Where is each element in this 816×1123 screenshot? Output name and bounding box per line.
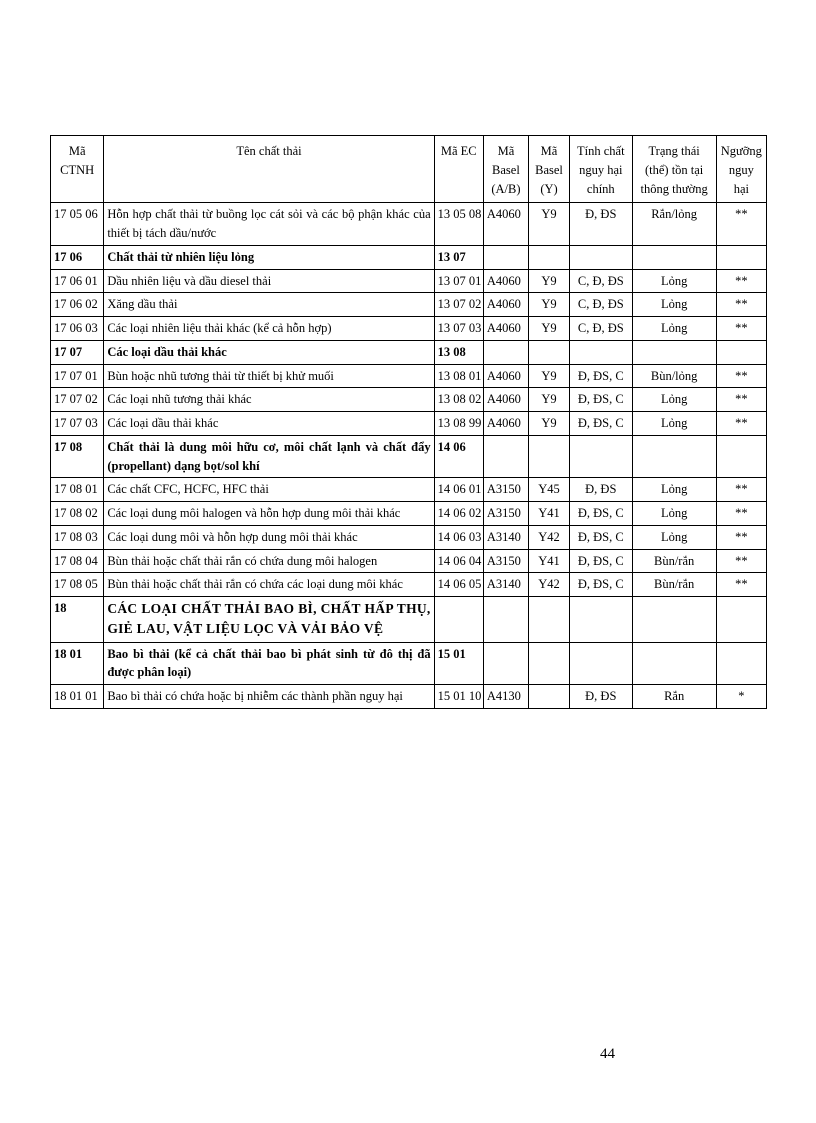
- cell-nguong: [716, 435, 766, 478]
- table-row: [51, 364, 767, 388]
- cell-trang-thai: [632, 597, 716, 643]
- cell-tinh-chat: C, Đ, ĐS: [570, 293, 633, 317]
- cell-name: Xăng dầu thải: [104, 293, 434, 317]
- cell-tinh-chat: [570, 597, 633, 643]
- cell-nguong: **: [716, 478, 766, 502]
- cell-trang-thai: Rắn: [632, 685, 716, 709]
- cell-nguong: **: [716, 388, 766, 412]
- cell-nguong: **: [716, 293, 766, 317]
- header-ma-ec: Mã EC: [434, 136, 483, 203]
- table-row: [51, 573, 767, 597]
- cell-ec: 13 08 01: [434, 364, 483, 388]
- cell-basel-ab: A4060: [483, 293, 528, 317]
- cell-nguong: **: [716, 412, 766, 436]
- cell-code: 17 08 01: [51, 478, 104, 502]
- cell-basel-y: Y41: [528, 502, 569, 526]
- table-row: [51, 293, 767, 317]
- cell-name: Các loại nhũ tương thải khác: [104, 388, 434, 412]
- cell-ec: 15 01 10: [434, 685, 483, 709]
- cell-trang-thai: Lỏng: [632, 317, 716, 341]
- cell-name: Các loại nhiên liệu thải khác (kể cả hỗn hợp): [104, 317, 434, 341]
- cell-name: Bùn hoặc nhũ tương thải từ thiết bị khử muối: [104, 364, 434, 388]
- cell-tinh-chat: Đ, ĐS: [570, 685, 633, 709]
- cell-trang-thai: Lỏng: [632, 388, 716, 412]
- header-tinh-chat: Tính chất nguy hại chính: [570, 136, 633, 203]
- cell-nguong: [716, 642, 766, 685]
- table-section-row: [51, 597, 767, 643]
- hazardous-waste-table: [50, 135, 767, 709]
- cell-basel-ab: A4060: [483, 364, 528, 388]
- cell-trang-thai: Lỏng: [632, 525, 716, 549]
- cell-trang-thai: Bùn/rắn: [632, 573, 716, 597]
- table-group-row: [51, 435, 767, 478]
- cell-code: 17 08 05: [51, 573, 104, 597]
- table-group-row: [51, 340, 767, 364]
- cell-code: 17 06 01: [51, 269, 104, 293]
- cell-basel-ab: [483, 435, 528, 478]
- cell-tinh-chat: Đ, ĐS, C: [570, 525, 633, 549]
- cell-nguong: **: [716, 549, 766, 573]
- cell-basel-y: Y9: [528, 317, 569, 341]
- cell-code: 18 01 01: [51, 685, 104, 709]
- table-row: [51, 549, 767, 573]
- cell-name: Các chất CFC, HCFC, HFC thải: [104, 478, 434, 502]
- cell-basel-y: Y9: [528, 412, 569, 436]
- cell-basel-ab: [483, 642, 528, 685]
- cell-tinh-chat: [570, 435, 633, 478]
- cell-basel-ab: A4060: [483, 388, 528, 412]
- header-ten-chat-thai: Tên chất thải: [104, 136, 434, 203]
- cell-basel-y: [528, 642, 569, 685]
- cell-nguong: **: [716, 269, 766, 293]
- cell-code: 17 07 01: [51, 364, 104, 388]
- cell-nguong: **: [716, 502, 766, 526]
- cell-code: 17 08 03: [51, 525, 104, 549]
- cell-tinh-chat: Đ, ĐS: [570, 478, 633, 502]
- cell-basel-y: Y41: [528, 549, 569, 573]
- cell-tinh-chat: [570, 340, 633, 364]
- header-ma-ctnh: Mã CTNH: [51, 136, 104, 203]
- cell-name: Bao bì thải có chứa hoặc bị nhiễm các thành phần nguy hại: [104, 685, 434, 709]
- cell-name: Bùn thải hoặc chất thải rắn có chứa dung môi halogen: [104, 549, 434, 573]
- cell-name: Chất thải là dung môi hữu cơ, môi chất lạnh và chất đẩy (propellant) dạng bọt/sol khí: [104, 435, 434, 478]
- cell-code: 17 07 03: [51, 412, 104, 436]
- cell-name: Các loại dầu thải khác: [104, 412, 434, 436]
- cell-ec: 13 07: [434, 245, 483, 269]
- header-ma-basel-ab: Mã Basel (A/B): [483, 136, 528, 203]
- cell-tinh-chat: C, Đ, ĐS: [570, 317, 633, 341]
- cell-name: Các loại dầu thải khác: [104, 340, 434, 364]
- cell-name: Chất thải từ nhiên liệu lỏng: [104, 245, 434, 269]
- cell-code: 17 05 06: [51, 203, 104, 246]
- cell-trang-thai: Lỏng: [632, 293, 716, 317]
- cell-ec: 13 08 99: [434, 412, 483, 436]
- cell-basel-y: Y9: [528, 269, 569, 293]
- cell-basel-y: Y42: [528, 525, 569, 549]
- cell-tinh-chat: C, Đ, ĐS: [570, 269, 633, 293]
- table-row: [51, 388, 767, 412]
- cell-ec: 13 07 01: [434, 269, 483, 293]
- cell-ec: 14 06 04: [434, 549, 483, 573]
- cell-trang-thai: Lỏng: [632, 502, 716, 526]
- cell-basel-y: [528, 435, 569, 478]
- table-row: [51, 412, 767, 436]
- cell-name: Các loại dung môi và hỗn hợp dung môi thải khác: [104, 525, 434, 549]
- cell-tinh-chat: Đ, ĐS, C: [570, 412, 633, 436]
- cell-ec: 13 08: [434, 340, 483, 364]
- cell-ec: 13 07 03: [434, 317, 483, 341]
- cell-name: CÁC LOẠI CHẤT THẢI BAO BÌ, CHẤT HẤP THỤ, GIẺ LAU, VẬT LIỆU LỌC VÀ VẢI BẢO VỆ: [104, 597, 434, 643]
- cell-code: 18 01: [51, 642, 104, 685]
- cell-nguong: **: [716, 203, 766, 246]
- cell-basel-ab: A4060: [483, 203, 528, 246]
- cell-ec: 14 06 01: [434, 478, 483, 502]
- table-row: [51, 685, 767, 709]
- cell-ec: [434, 597, 483, 643]
- cell-tinh-chat: Đ, ĐS, C: [570, 502, 633, 526]
- cell-basel-ab: [483, 245, 528, 269]
- cell-code: 17 08: [51, 435, 104, 478]
- cell-trang-thai: Bùn/lỏng: [632, 364, 716, 388]
- cell-ec: 14 06 02: [434, 502, 483, 526]
- cell-basel-ab: [483, 597, 528, 643]
- cell-code: 17 08 02: [51, 502, 104, 526]
- cell-ec: 13 05 08: [434, 203, 483, 246]
- cell-trang-thai: Rắn/lỏng: [632, 203, 716, 246]
- cell-basel-y: Y9: [528, 203, 569, 246]
- table-header-row: [51, 136, 767, 203]
- cell-trang-thai: Lỏng: [632, 478, 716, 502]
- cell-ec: 14 06 05: [434, 573, 483, 597]
- cell-name: Các loại dung môi halogen và hỗn hợp dung môi thải khác: [104, 502, 434, 526]
- cell-basel-y: Y45: [528, 478, 569, 502]
- cell-nguong: **: [716, 317, 766, 341]
- cell-basel-ab: A4130: [483, 685, 528, 709]
- table-row: [51, 502, 767, 526]
- cell-tinh-chat: Đ, ĐS, C: [570, 364, 633, 388]
- table-row: [51, 269, 767, 293]
- cell-trang-thai: [632, 642, 716, 685]
- cell-tinh-chat: Đ, ĐS: [570, 203, 633, 246]
- cell-nguong: [716, 245, 766, 269]
- cell-code: 17 06 03: [51, 317, 104, 341]
- cell-code: 17 06: [51, 245, 104, 269]
- cell-tinh-chat: Đ, ĐS, C: [570, 549, 633, 573]
- cell-ec: 15 01: [434, 642, 483, 685]
- cell-basel-y: Y9: [528, 293, 569, 317]
- cell-trang-thai: [632, 245, 716, 269]
- cell-basel-y: Y9: [528, 364, 569, 388]
- cell-basel-ab: A3150: [483, 549, 528, 573]
- cell-basel-ab: A4060: [483, 412, 528, 436]
- header-trang-thai: Trạng thái (thể) tồn tại thông thường: [632, 136, 716, 203]
- header-nguong: Ngưỡng nguy hại: [716, 136, 766, 203]
- cell-trang-thai: Lỏng: [632, 269, 716, 293]
- cell-nguong: *: [716, 685, 766, 709]
- cell-basel-y: [528, 685, 569, 709]
- cell-tinh-chat: Đ, ĐS, C: [570, 573, 633, 597]
- table-row: [51, 203, 767, 246]
- cell-basel-y: Y9: [528, 388, 569, 412]
- cell-basel-ab: A3150: [483, 478, 528, 502]
- page-number: 44: [600, 1046, 615, 1062]
- cell-basel-ab: A3140: [483, 525, 528, 549]
- cell-code: 17 06 02: [51, 293, 104, 317]
- cell-trang-thai: [632, 435, 716, 478]
- cell-basel-y: [528, 245, 569, 269]
- cell-trang-thai: [632, 340, 716, 364]
- table-row: [51, 478, 767, 502]
- cell-ec: 14 06: [434, 435, 483, 478]
- cell-name: Bùn thải hoặc chất thải rắn có chứa các loại dung môi khác: [104, 573, 434, 597]
- cell-nguong: **: [716, 525, 766, 549]
- cell-nguong: **: [716, 364, 766, 388]
- cell-trang-thai: Lỏng: [632, 412, 716, 436]
- cell-basel-ab: A4060: [483, 317, 528, 341]
- cell-basel-y: [528, 597, 569, 643]
- cell-basel-ab: A3140: [483, 573, 528, 597]
- table-group-row: [51, 245, 767, 269]
- cell-name: Dầu nhiên liệu và dầu diesel thải: [104, 269, 434, 293]
- header-ma-basel-y: Mã Basel (Y): [528, 136, 569, 203]
- cell-basel-ab: A4060: [483, 269, 528, 293]
- cell-code: 18: [51, 597, 104, 643]
- cell-nguong: [716, 340, 766, 364]
- cell-basel-y: [528, 340, 569, 364]
- cell-tinh-chat: Đ, ĐS, C: [570, 388, 633, 412]
- cell-code: 17 07: [51, 340, 104, 364]
- cell-ec: 13 08 02: [434, 388, 483, 412]
- table-row: [51, 525, 767, 549]
- cell-trang-thai: Bùn/rắn: [632, 549, 716, 573]
- table-group-row: [51, 642, 767, 685]
- cell-name: Bao bì thải (kể cả chất thải bao bì phát sinh từ đô thị đã được phân loại): [104, 642, 434, 685]
- table-row: [51, 317, 767, 341]
- cell-nguong: [716, 597, 766, 643]
- cell-basel-ab: A3150: [483, 502, 528, 526]
- cell-nguong: **: [716, 573, 766, 597]
- cell-ec: 13 07 02: [434, 293, 483, 317]
- cell-basel-y: Y42: [528, 573, 569, 597]
- cell-tinh-chat: [570, 245, 633, 269]
- cell-tinh-chat: [570, 642, 633, 685]
- cell-basel-ab: [483, 340, 528, 364]
- cell-name: Hỗn hợp chất thải từ buồng lọc cát sỏi và các bộ phận khác của thiết bị tách dầu/nước: [104, 203, 434, 246]
- cell-code: 17 08 04: [51, 549, 104, 573]
- cell-ec: 14 06 03: [434, 525, 483, 549]
- cell-code: 17 07 02: [51, 388, 104, 412]
